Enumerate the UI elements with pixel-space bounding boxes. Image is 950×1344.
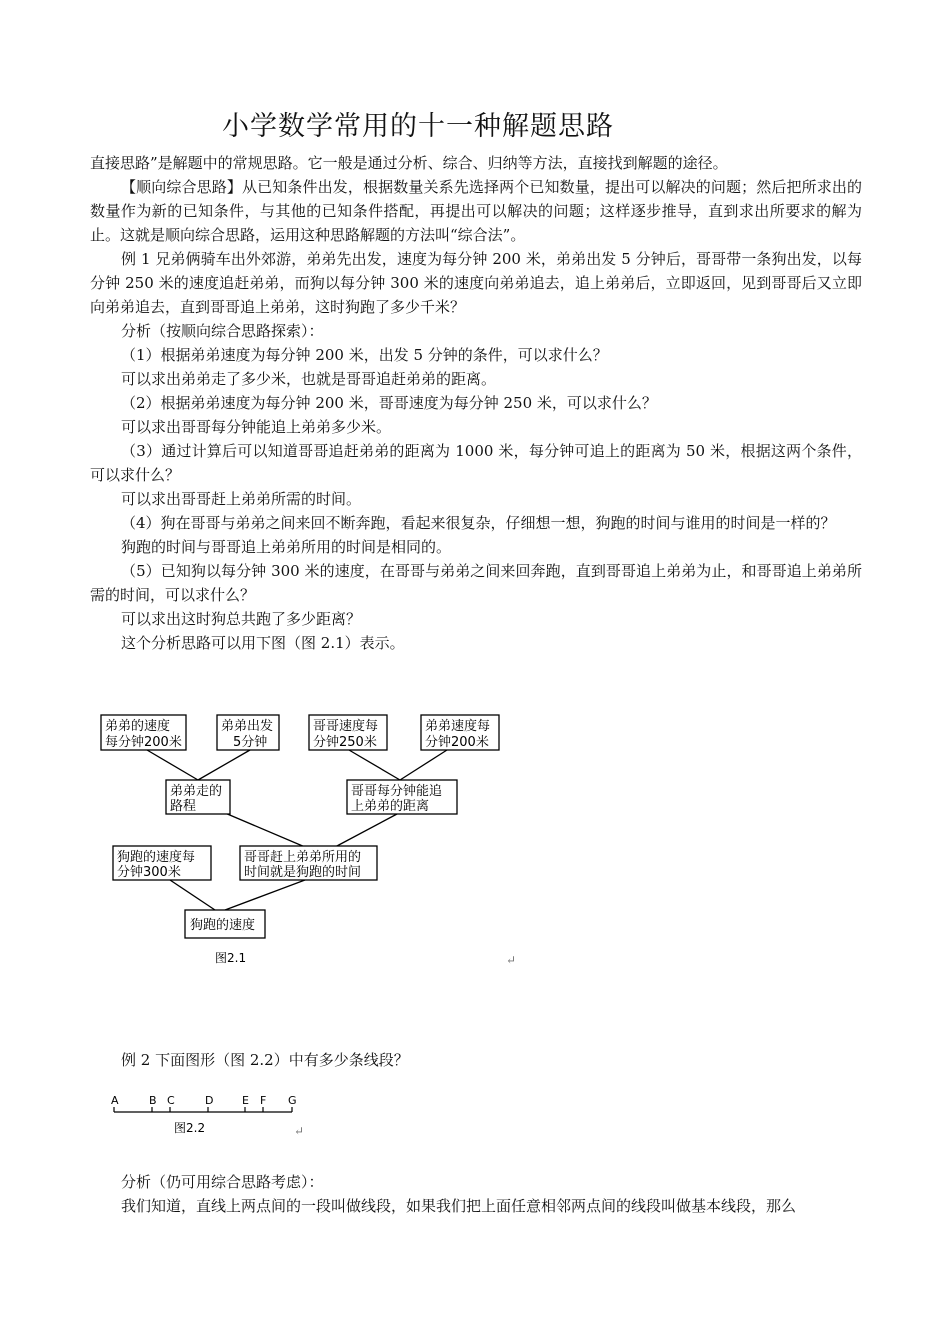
- figure-intro: 这个分析思路可以用下图（图 2.1）表示。: [121, 634, 405, 652]
- point-label-d: D: [205, 1094, 214, 1107]
- svg-text:狗跑的速度: 狗跑的速度: [190, 918, 256, 933]
- svg-text:弟弟速度每: 弟弟速度每: [425, 719, 491, 734]
- step2-question: （2）根据弟弟速度为每分钟 200 米，哥哥速度为每分钟 250 米，可以求什么？: [121, 394, 657, 412]
- example1-paragraph: 例 1 兄弟俩骑车出外郊游，弟弟先出发，速度为每分钟 200 米，弟弟出发 5 分钟后，哥哥带一条狗出发，以每分钟 250 米的速度追赶弟弟，而狗以每分钟 300 米的速度向弟弟追去，追上弟弟后，立即返回，见到哥哥后又立即向弟弟追去，直到哥哥追上弟弟，这时狗跑了多少千米？: [90, 250, 862, 316]
- point-label-f: F: [260, 1094, 267, 1107]
- example2-block: [90, 1048, 862, 1072]
- point-label-a: A: [111, 1094, 119, 1107]
- segment-tick-marks: [114, 1107, 292, 1112]
- box-elder-speed: [309, 715, 387, 750]
- intro-paragraph: 直接思路”是解题中的常规思路。它一般是通过分析、综合、归纳等方法，直接找到解题的途径。: [90, 154, 728, 172]
- body-text-bottom: [90, 1170, 862, 1218]
- box-brother-start: [217, 715, 279, 750]
- box-catchup-distance: [347, 780, 457, 814]
- step5-question: （5）已知狗以每分钟 300 米的速度，在哥哥与弟弟之间来回奔跑，直到哥哥追上弟弟为止，和哥哥追上弟弟所需的时间，可以求什么？: [90, 562, 862, 604]
- analysis-title: 分析（按顺向综合思路探索）：: [121, 322, 324, 340]
- box-brother-speed: [101, 715, 186, 750]
- step1-question: （1）根据弟弟速度为每分钟 200 米，出发 5 分钟的条件，可以求什么？: [121, 346, 608, 364]
- step2-answer: 可以求出哥哥每分钟能追上弟弟多少米。: [121, 418, 392, 436]
- svg-text:哥哥速度每: 哥哥速度每: [313, 719, 379, 734]
- svg-text:弟弟出发: 弟弟出发: [221, 719, 274, 734]
- svg-text:弟弟的速度: 弟弟的速度: [105, 719, 171, 734]
- box-dog-speed: [113, 846, 211, 880]
- point-label-e: E: [242, 1094, 249, 1107]
- section-heading: 【顺向综合思路】: [121, 178, 242, 196]
- svg-text:分钟250米: 分钟250米: [313, 735, 377, 750]
- step1-answer: 可以求出弟弟走了多少米，也就是哥哥追赶弟弟的距离。: [121, 370, 497, 388]
- svg-text:分钟300米: 分钟300米: [117, 865, 181, 880]
- step5-answer: 可以求出这时狗总共跑了多少距离？: [121, 610, 362, 628]
- figure-2-2-line-segments: [108, 1092, 308, 1140]
- step3-answer: 可以求出哥哥赶上弟弟所需的时间。: [121, 490, 362, 508]
- segment-point-labels: [111, 1094, 297, 1107]
- analysis2-text: 我们知道，直线上两点间的一段叫做线段，如果我们把上面任意相邻两点间的线段叫做基本线段，那么: [121, 1197, 797, 1215]
- svg-text:5分钟: 5分钟: [233, 735, 268, 750]
- svg-text:弟弟走的: 弟弟走的: [170, 784, 223, 799]
- svg-text:哥哥赶上弟弟所用的: 哥哥赶上弟弟所用的: [244, 850, 362, 865]
- svg-text:狗跑的速度每: 狗跑的速度每: [117, 850, 196, 865]
- body-text-top: [90, 151, 862, 655]
- step4-question: （4）狗在哥哥与弟弟之间来回不断奔跑，看起来很复杂，仔细想一想，狗跑的时间与谁用的时间是一样的？: [121, 514, 836, 532]
- svg-text:上弟弟的距离: 上弟弟的距离: [351, 799, 430, 814]
- point-label-b: B: [149, 1094, 157, 1107]
- return-mark-2: ↵: [294, 1124, 305, 1138]
- page-title: 小学数学常用的十一种解题思路: [222, 111, 614, 142]
- step3-question: （3）通过计算后可以知道哥哥追赶弟弟的距离为 1000 米，每分钟可追上的距离为 50 米，根据这两个条件，可以求什么？: [90, 442, 862, 484]
- example2-paragraph: 例 2 下面图形（图 2.2）中有多少条线段？: [121, 1051, 409, 1069]
- point-label-c: C: [167, 1094, 175, 1107]
- svg-text:路程: 路程: [170, 799, 197, 814]
- diagram-connectors: [147, 750, 447, 910]
- svg-text:哥哥每分钟能追: 哥哥每分钟能追: [351, 784, 443, 799]
- point-label-g: G: [288, 1094, 297, 1107]
- analysis2-title: 分析（仍可用综合思路考虑）：: [121, 1173, 324, 1191]
- svg-text:时间就是狗跑的时间: 时间就是狗跑的时间: [244, 865, 362, 880]
- return-mark: ↵: [506, 953, 517, 967]
- step4-answer: 狗跑的时间与哥哥追上弟弟所用的时间是相同的。: [121, 538, 452, 556]
- section-body: 从已知条件出发，根据数量关系先选择两个已知数量，提出可以解决的问题；然后把所求出的数量作为新的已知条件，与其他的已知条件搭配，再提出可以解决的问题；这样逐步推导，直到求出所要求的解为止。这就是顺向综合思路，运用这种思路解题的方法叫“综合法”。: [90, 178, 862, 244]
- box-brother-speed-2: [421, 715, 499, 750]
- figure-2-1-caption: 图2.1: [215, 951, 247, 965]
- svg-text:分钟200米: 分钟200米: [425, 735, 489, 750]
- box-brother-distance: [166, 780, 230, 814]
- figure-2-2-caption: 图2.2: [174, 1121, 206, 1135]
- box-dog-distance: [185, 910, 265, 938]
- box-catchup-time: [240, 846, 377, 880]
- svg-text:每分钟200米: 每分钟200米: [105, 735, 182, 750]
- figure-2-1-diagram: [90, 700, 530, 970]
- section-paragraph: [90, 175, 862, 247]
